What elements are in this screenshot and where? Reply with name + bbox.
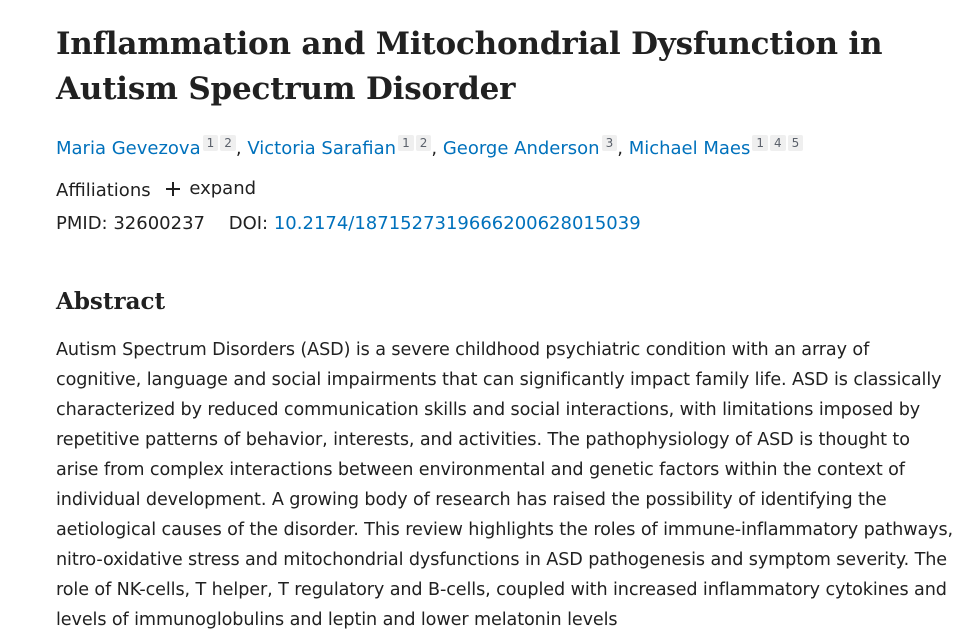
abstract-text: Autism Spectrum Disorders (ASD) is a severe childhood psychiatric condition with an array of cognitive, language and social impairments that can significantly impact family life. ASD is classically characterized by reduced communication skills and social interactions, with limitations imposed by repetitive patterns of behavior, interests, and activities. The pathophysiology of ASD is thought to arise from complex interactions between environmental and genetic factors within the context of individual development. A growing body of research has raised the possibility of identifying the aetiological causes of the disorder. This review highlights the roles of immune-inflammatory pathways, nitro-oxidative stress and mitochondrial dysfunctions in ASD pathogenesis and symptom severity. The role of NK-cells, T helper, T regulatory and B-cells, coupled with increased inflammatory cytokines and levels of immunoglobulins and leptin and lower melatonin levels	[56, 340, 954, 630]
expand-affiliations-button[interactable]	[166, 177, 256, 201]
author-separator: ,	[235, 138, 242, 159]
doi-link[interactable]: 10.2174/1871527319666200628015039	[273, 213, 641, 234]
affiliation-ref[interactable]: 5	[788, 135, 804, 151]
article-title: Inflammation and Mitochondrial Dysfunction in Autism Spectrum Disorder	[56, 26, 883, 107]
author-link-michael-maes[interactable]: Michael Maes	[628, 138, 751, 159]
affiliation-ref[interactable]: 1	[203, 135, 219, 151]
affiliation-ref[interactable]: 1	[398, 135, 414, 151]
pmid-label: PMID:	[56, 213, 108, 234]
affiliation-ref[interactable]: 1	[752, 135, 768, 151]
authors-list	[56, 135, 956, 163]
author-link-george-anderson[interactable]: George Anderson	[442, 138, 600, 159]
author-link-victoria-sarafian[interactable]: Victoria Sarafian	[247, 138, 397, 159]
pmid-value: 32600237	[113, 213, 205, 234]
expand-label: expand	[189, 178, 257, 199]
doi-label: DOI:	[228, 213, 269, 234]
affiliations-label: Affiliations	[56, 180, 151, 201]
affiliation-ref[interactable]: 2	[416, 135, 432, 151]
author-link-maria-gevezova[interactable]: Maria Gevezova	[56, 138, 201, 159]
author-separator: ,	[431, 138, 438, 159]
article-identifiers	[56, 212, 956, 236]
abstract-heading: Abstract	[56, 288, 166, 315]
affiliations-row	[56, 177, 956, 203]
plus-icon	[166, 182, 180, 196]
author-separator: ,	[617, 138, 623, 159]
affiliation-ref[interactable]: 4	[770, 135, 786, 151]
affiliation-ref[interactable]: 2	[220, 135, 236, 151]
affiliation-ref[interactable]: 3	[602, 135, 618, 151]
